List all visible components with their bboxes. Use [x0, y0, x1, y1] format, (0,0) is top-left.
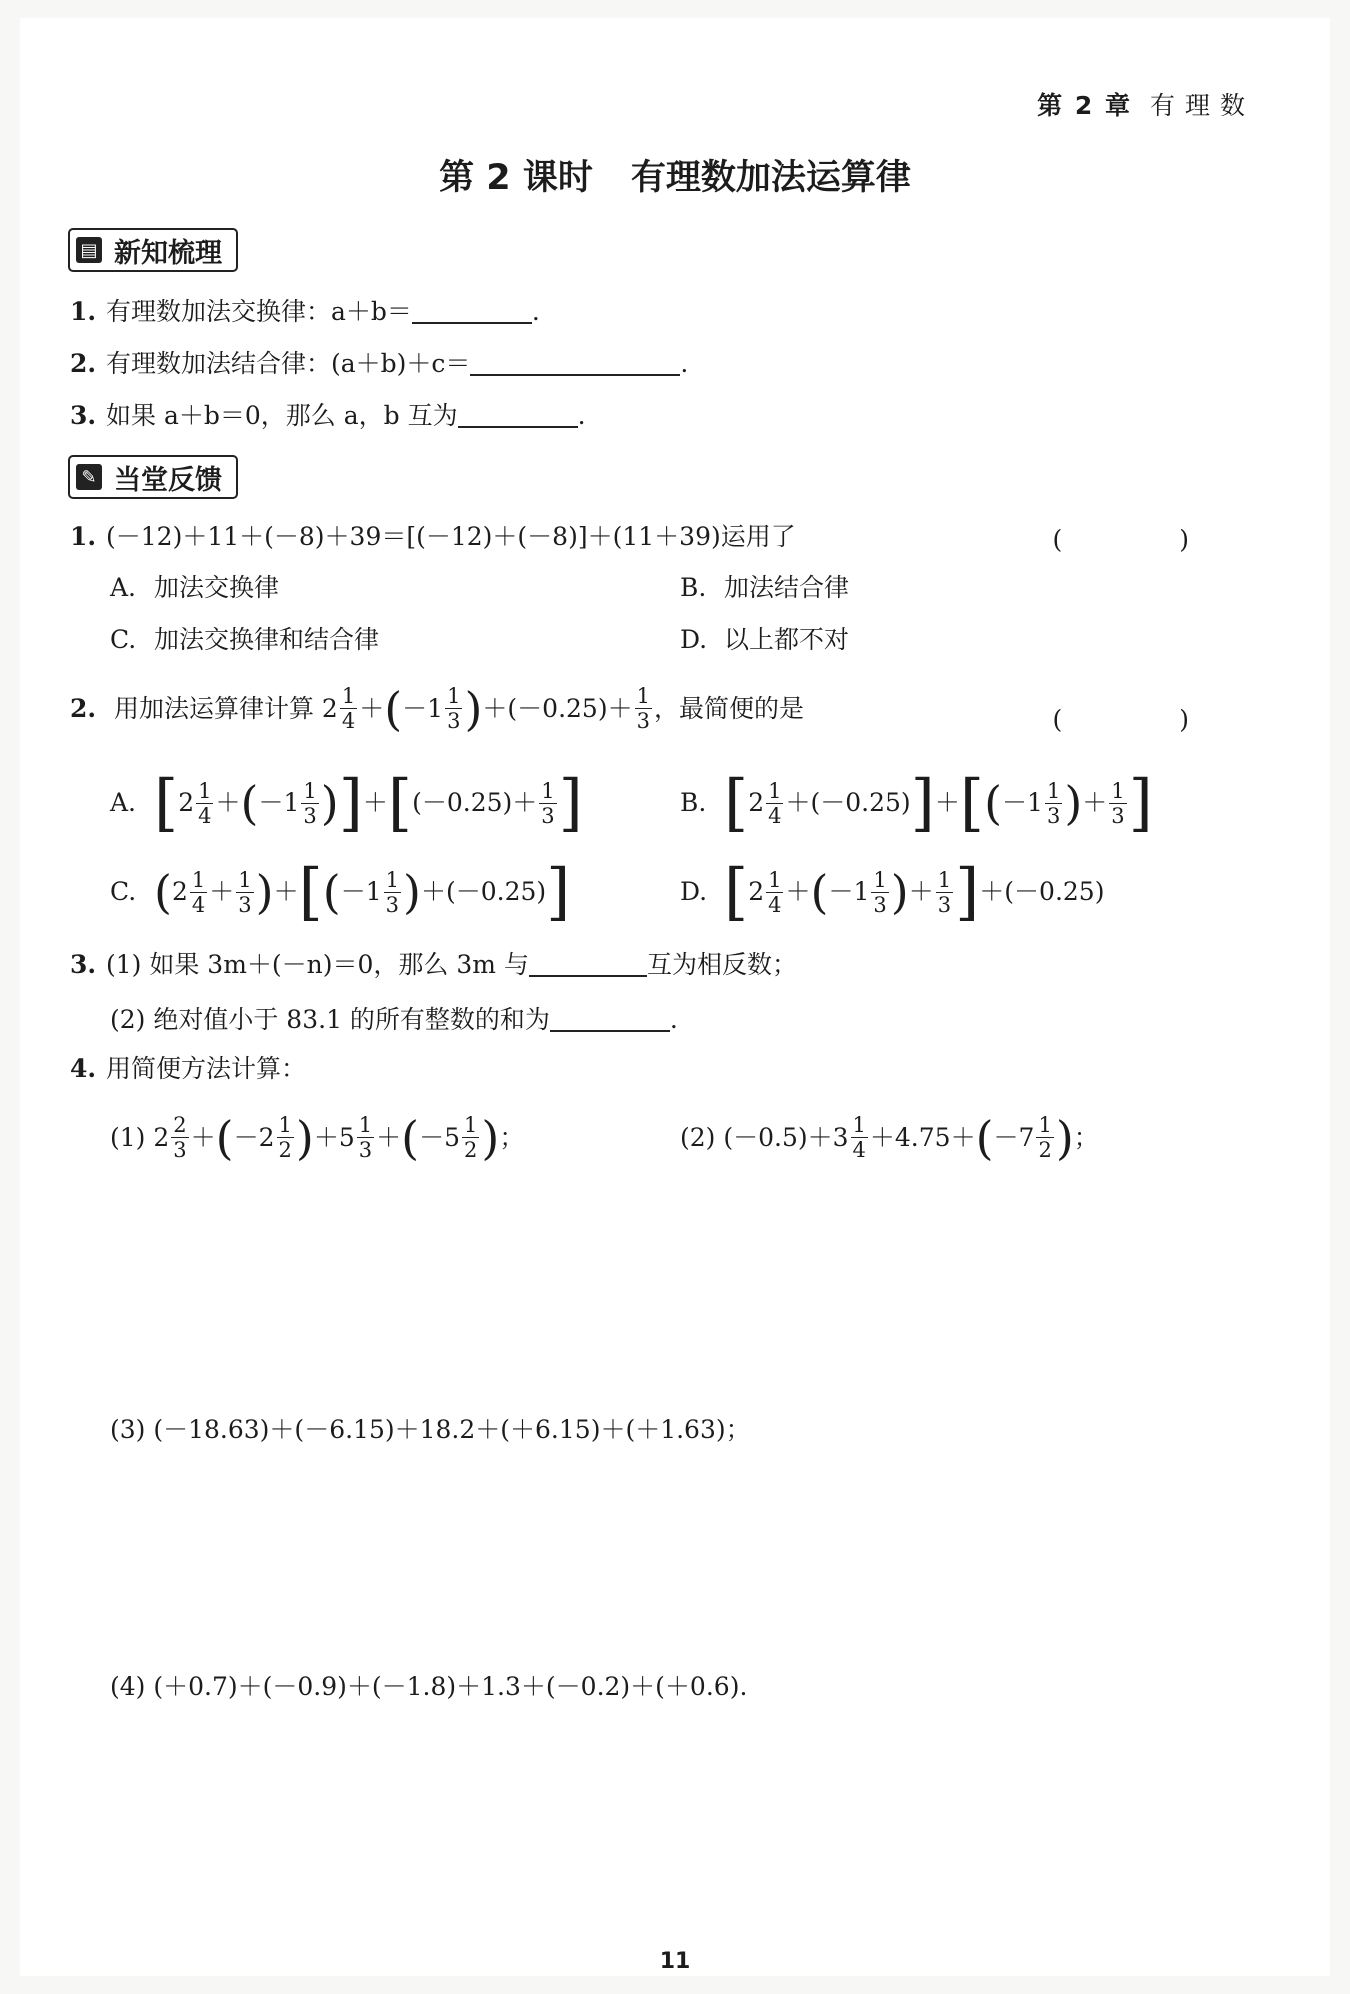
section-heading-feedback [68, 455, 238, 499]
knowledge-item-2: 2. 有理数加法结合律：(a＋b)＋c＝ . [70, 349, 689, 378]
question-1: 1. (－12)＋11＋(－8)＋39＝[(－12)＋(－8)]＋(11＋39)运用了 [70, 522, 796, 551]
chapter-label: 第 2 章 [1037, 91, 1132, 120]
answer-blank[interactable] [529, 949, 647, 977]
lesson-topic: 有理数加法运算律 [630, 158, 911, 198]
book-icon: ▤ [76, 237, 102, 263]
question-3-part-1: 3. (1) 如果 3m＋(－n)＝0，那么 3m 与 互为相反数； [70, 950, 797, 979]
q1-option-c[interactable]: C. 加法交换律和结合律 [110, 625, 380, 654]
answer-blank[interactable] [412, 296, 532, 324]
section-title: 当堂反馈 [114, 464, 222, 496]
answer-paren[interactable]: ( ) [1052, 705, 1235, 734]
q4-part-2: (2) (－0.5)＋3 $\frac{1}{4}$ ＋4.75＋ ( －7 $\frac{1}{2}$ ) ； [680, 1110, 1099, 1165]
answer-blank[interactable] [550, 1004, 670, 1032]
q2-option-a[interactable]: A. [ 2 $\frac{1}{4}$ ＋ ( －1 $\frac{1}{3}$ ) ] ＋ [ (－0.25)＋ $\frac{1}{3}$ ] [110, 766, 583, 839]
lesson-number: 第 2 课时 [439, 158, 593, 198]
q1-option-d[interactable]: D. 以上都不对 [680, 625, 850, 654]
knowledge-item-1: 1. 有理数加法交换律：a＋b＝ . [70, 297, 540, 326]
answer-paren[interactable]: ( ) [1052, 525, 1235, 554]
answer-blank[interactable] [470, 348, 680, 376]
section-heading-new-knowledge [68, 228, 238, 272]
answer-blank[interactable] [458, 400, 578, 428]
q2-option-d[interactable]: D. [ 2 $\frac{1}{4}$ ＋ ( －1 $\frac{1}{3}$ ) ＋ $\frac{1}{3}$ ] ＋(－0.25) [680, 855, 1105, 928]
question-3-part-2: (2) 绝对值小于 83.1 的所有整数的和为 . [110, 1005, 678, 1034]
lesson-title [0, 150, 1350, 200]
q2-option-c[interactable]: C. ( 2 $\frac{1}{4}$ ＋ $\frac{1}{3}$ ) ＋ [ ( －1 $\frac{1}{3}$ ) ＋(－0.25) ] [110, 855, 571, 928]
chapter-name: 有理数 [1149, 91, 1255, 120]
q2-option-b[interactable]: B. [ 2 $\frac{1}{4}$ ＋(－0.25) ] ＋ [ ( －1 $\frac{1}{3}$ ) ＋ $\frac{1}{3}$ ] [680, 766, 1153, 839]
page-number: 11 [659, 1949, 691, 1974]
section-title: 新知梳理 [114, 237, 222, 269]
q4-part-1: (1) 2 $\frac{2}{3}$ ＋ ( －2 $\frac{1}{2}$ ) ＋5 $\frac{1}{3}$ ＋ ( －5 $\frac{1}{2}$ ) ； [110, 1110, 525, 1165]
question-4: 4. 用简便方法计算： [70, 1054, 307, 1083]
q4-part-4: (4) (＋0.7)＋(－0.9)＋(－1.8)＋1.3＋(－0.2)＋(＋0.6). [110, 1672, 748, 1701]
q1-option-b[interactable]: B. 加法结合律 [680, 573, 850, 602]
question-2: 2. 用加法运算律计算 2 $\frac{1}{4}$ ＋ ( －1 $\frac{1}{3}$ ) ＋(－0.25)＋ $\frac{1}{3}$ ，最简便的是 [70, 681, 804, 736]
q1-option-a[interactable]: A. 加法交换律 [110, 573, 280, 602]
knowledge-item-3: 3. 如果 a＋b＝0，那么 a，b 互为 . [70, 401, 586, 430]
q4-part-3: (3) (－18.63)＋(－6.15)＋18.2＋(＋6.15)＋(＋1.63)； [110, 1415, 751, 1444]
chapter-header [1037, 86, 1255, 122]
pencil-icon: ✎ [76, 464, 102, 490]
